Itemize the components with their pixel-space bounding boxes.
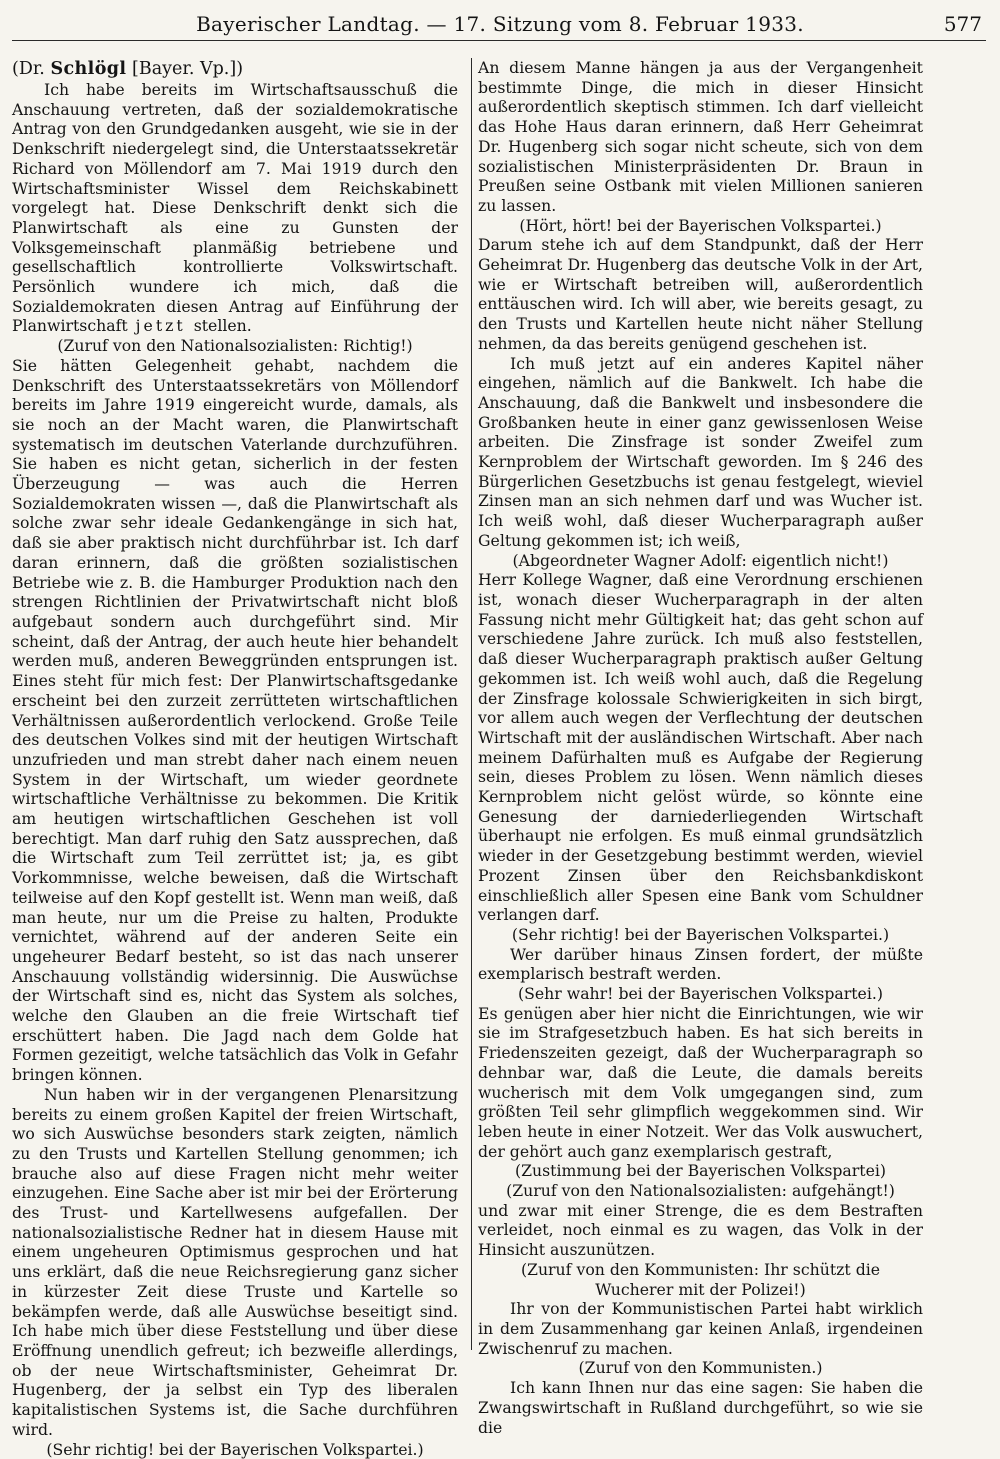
speaker-party: [Bayer. Vp.]) (126, 59, 244, 79)
speaker-line (12, 58, 458, 80)
interjection: (Abgeordneter Wagner Adolf: eigentlich nicht!) (512, 550, 889, 570)
speaker-open: (Dr. (12, 59, 51, 79)
header-title: Bayerischer Landtag. — 17. Sitzung vom 8. Februar 1933. (196, 12, 804, 36)
interjection: (Zuruf von den Nationalsozialisten: aufgehängt!) (506, 1181, 895, 1201)
paragraph-text: Ich habe bereits im Wirtschaftsausschuß die Anschauung vertreten, daß der sozialdemokratische Antrag von den Grundgedanken ausgeht, wie sie in der Denkschrift niedergelegt sind, die Unterstaatssekretär Richard von Möllendorf am 7. Mai 1919 durch den Wirtschaftsminister Wissel dem Reichskabinett vorgelegt hat. Diese Denkschrift denkt sich die Planwirtschaft als eine zu Gunsten der Volksgemeinschaft planmäßig betriebene und gesellschaftlich kontrollierte Volkswirtschaft. Persönlich wundere ich mich, daß die Sozialdemokraten diesen Antrag auf Einführung der Planwirtschaft (12, 80, 458, 336)
interjection: (Zuruf von den Nationalsozialisten: Richtig!) (57, 336, 413, 356)
interjection: (Zustimmung bei der Bayerischen Volkspartei) (514, 1161, 886, 1181)
paragraph: Wer darüber hinaus Zinsen fordert, der müßte exemplarisch bestraft werden. (478, 944, 923, 984)
interjection: (Zuruf von den Kommunisten.) (578, 1358, 823, 1378)
paragraph: Ihr von der Kommunistischen Partei habt wirklich in dem Zusammenhang gar keinen Anlaß, irgendeinen Zwischenruf zu machen. (478, 1299, 923, 1358)
header-rule (12, 40, 986, 41)
paragraph-text-end: stellen. (193, 316, 252, 336)
paragraph (12, 80, 458, 336)
page-number: 577 (943, 12, 982, 36)
paragraph: Sie hätten Gelegenheit gehabt, nachdem die Denkschrift des Unterstaatssekretärs von Möllendorf bereits im Jahre 1919 eingereicht wurde, damals, als sie noch an der Macht waren, die Planwirtschaft systematisch im deutschen Vaterlande durchzuführen. Sie haben es nicht getan, sicherlich in der festen Überzeugung — was auch die Herren Sozialdemokraten wissen —, daß die Planwirtschaft als solche zwar sehr ideale Gedankengänge in sich hat, daß sie aber praktisch nicht durchführbar ist. Ich darf daran erinnern, daß die größten sozialistischen Betriebe wie z. B. die Hamburger Produktion nach den strengen Richtlinien der Privatwirtschaft nicht bloß aufgebaut sondern auch durchgeführt sind. Mir scheint, daß der Antrag, der auch heute hier behandelt werden muß, anderen Beweggründen entsprungen ist. Eines steht für mich fest: Der Planwirtschaftsgedanke erscheint bei den zurzeit zerrütteten wirtschaftlichen Verhältnissen außerordentlich verlockend. Große Teile des deutschen Volkes sind mit der heutigen Wirtschaft unzufrieden und man strebt daher nach einem neuen System in der Wirtschaft, um wieder geordnete wirtschaftliche Verhältnisse zu bekommen. Die Kritik am heutigen wirtschaftlichen Geschehen ist voll berechtigt. Man darf ruhig den Satz aussprechen, daß die Wirtschaft zum Teil zerrüttet ist; ja, es gibt Vorkommnisse, welche beweisen, daß die Wirtschaft teilweise auf den Kopf gestellt ist. Wenn man weiß, daß man heute, nur um die Preise zu halten, Produkte vernichtet, während auf der anderen Seite ein ungeheurer Bedarf besteht, so ist das nach unserer Anschauung vollständig widersinnig. Die Auswüchse der Wirtschaft sind es, nicht das System als solches, welche den Glauben an die freie Wirtschaft tief erschüttert haben. Die Jagd nach dem Golde hat Formen gezeitigt, welche tatsächlich das Volk in Gefahr bringen können. (12, 355, 458, 1085)
emphasis-text: jetzt (127, 316, 194, 336)
running-header (0, 8, 1000, 42)
left-column (12, 58, 458, 1459)
column-divider (471, 58, 472, 1350)
interjection: (Zuruf von den Kommunisten: Ihr schützt die Wucherer mit der Polizei!) (520, 1259, 881, 1299)
paragraph: und zwar mit einer Strenge, die es dem Bestraften verleidet, noch einmal es zu wagen, das Volk in der Hinsicht auszunützen. (478, 1200, 923, 1260)
interjection: (Sehr wahr! bei der Bayerischen Volkspartei.) (518, 984, 883, 1004)
right-column (478, 58, 923, 1437)
interjection: (Sehr richtig! bei der Bayerischen Volkspartei.) (46, 1439, 424, 1459)
interjection: (Sehr richtig! bei der Bayerischen Volkspartei.) (511, 924, 890, 944)
paragraph: Ich muß jetzt auf ein anderes Kapitel näher eingehen, nämlich auf die Bankwelt. Ich habe die Anschauung, daß die Bankwelt und insbesondere die Großbanken heute in einer ganz gewissenlosen Weise arbeiten. Die Zinsfrage ist sonder Zweifel zum Kernproblem der Wirtschaft geworden. Im § 246 des Bürgerlichen Gesetzbuchs ist genau festgelegt, wieviel Zinsen man an sich nehmen darf und was Wucher ist. Ich weiß wohl, daß dieser Wucherparagraph außer Geltung gekommen ist; ich weiß, (478, 353, 923, 550)
paragraph: Ich kann Ihnen nur das eine sagen: Sie haben die Zwangswirtschaft in Rußland durchgeführt, so wie sie die (478, 1378, 923, 1437)
paragraph: Es genügen aber hier nicht die Einrichtungen, wie wir sie im Strafgesetzbuch haben. Es hat sich bereits in Friedenszeiten gezeigt, daß der Wucherparagraph so dehnbar war, daß die Leute, die damals bereits wucherisch mit dem Volk umgegangen sind, zum größten Teil sehr glimpflich weggekommen sind. Wir leben heute in einer Notzeit. Wer das Volk auswuchert, der gehört auch ganz exemplarisch gestraft, (478, 1003, 923, 1161)
paragraph: Darum stehe ich auf dem Standpunkt, daß der Herr Geheimrat Dr. Hugenberg das deutsche Volk in der Art, wie er Wirtschaft betreiben will, außerordentlich enttäuschen wird. Ich will aber, wie bereits gesagt, zu den Trusts und Kartellen heute nicht näher Stellung nehmen, da das bereits genügend geschehen ist. (478, 235, 923, 353)
speaker-name: Schlögl (50, 59, 127, 79)
paragraph: Nun haben wir in der vergangenen Plenarsitzung bereits zu einem großen Kapitel der freien Wirtschaft, wo sich Auswüchse besonders stark zeigten, nämlich zu den Trusts und Kartellen Stellung genommen; ich brauche also auf diese Fragen nicht mehr weiter einzugehen. Eine Sache aber ist mir bei der Erörterung des Trust- und Kartellwesens aufgefallen. Der nationalsozialistische Redner hat in diesem Hause mit einem ungeheuren Optimismus gesprochen und hat uns erklärt, daß die neue Reichsregierung ganz sicher in kürzester Zeit diese Truste und Kartelle so bekämpfen werde, daß alle Auswüchse beseitigt sind. Ich habe mich über diese Feststellung und über diese Eröffnung unendlich gefreut; ich bezweifle allerdings, ob der neue Wirtschaftsminister, Geheimrat Dr. Hugenberg, der ja selbst ein Typ des liberalen kapitalistischen Systems ist, die Sache durchführen wird. (12, 1084, 458, 1439)
interjection: (Hört, hört! bei der Bayerischen Volkspartei.) (519, 215, 882, 235)
paragraph: Herr Kollege Wagner, daß eine Verordnung erschienen ist, wonach dieser Wucherparagraph in der alten Fassung nicht mehr Gültigkeit hat; das geht schon auf verschiedene Jahre zurück. Ich muß also feststellen, daß dieser Wucherparagraph praktisch außer Geltung gekommen ist. Ich weiß wohl auch, daß die Regelung der Zinsfrage kolossale Schwierigkeiten in sich birgt, vor allem auch wegen der Verflechtung der deutschen Wirtschaft mit der ausländischen Wirtschaft. Aber nach meinem Dafürhalten muß es Aufgabe der Regierung sein, dieses Problem zu lösen. Wenn nämlich dieses Kernproblem nicht gelöst würde, so könnte eine Genesung der darniederliegenden Wirtschaft überhaupt nie erfolgen. Es muß einmal grundsätzlich wieder in der Gesetzgebung bestimmt werden, wieviel Prozent Zinsen über den Reichsbankdiskont einschließlich aller Spesen eine Bank vom Schuldner verlangen darf. (478, 570, 923, 925)
paragraph: An diesem Manne hängen ja aus der Vergangenheit bestimmte Dinge, die mich in dieser Hinsicht außerordentlich skeptisch stimmen. Ich darf vielleicht das Hohe Haus daran erinnern, daß Herr Geheimrat Dr. Hugenberg sich sogar nicht scheute, sich von dem sozialistischen Ministerpräsidenten Dr. Braun in Preußen seine Ostbank mit vielen Millionen sanieren zu lassen. (478, 58, 923, 215)
